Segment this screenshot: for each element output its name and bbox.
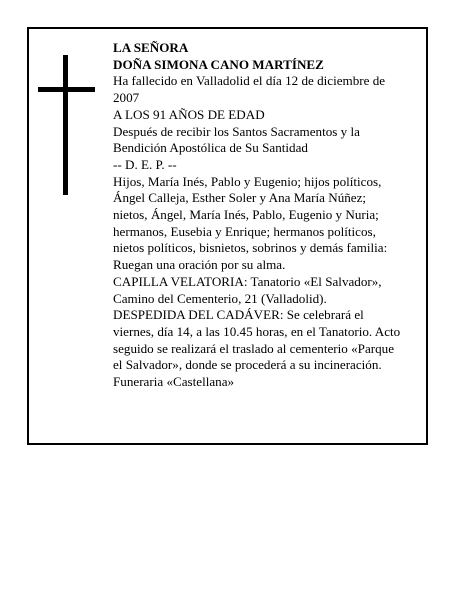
funeral-home: Funeraria «Castellana»	[113, 374, 235, 390]
obituary-text	[113, 40, 403, 391]
family-list: Hijos, María Inés, Pablo y Eugenio; hijos políticos, Ángel Calleja, Esther Soler y Ana María Núñez; nietos, Ángel, María Inés, Pablo, Eugenio y Nuria; hermanos, Eusebia y Enrique; hermanos políticos, nietos políticos, bisnietos, sobrinos y demás familia:	[113, 173, 388, 256]
deceased-name: DOÑA SIMONA CANO MARTÍNEZ	[113, 56, 324, 72]
cross-icon-horizontal-bar	[38, 87, 95, 92]
notice-title: LA SEÑORA	[113, 40, 189, 55]
wake-chapel: CAPILLA VELATORIA: Tanatorio «El Salvador», Camino del Cementerio, 21 (Valladolid).	[113, 273, 382, 306]
cross-icon-vertical-bar	[63, 55, 68, 195]
funeral-departure: DESPEDIDA DEL CADÁVER: Se celebrará el viernes, día 14, a las 10.45 horas, en el Tanatorio. Acto seguido se realizará el traslado al cementerio «Parque el Salvador», donde se procederá a su incineración.	[113, 307, 401, 373]
sacraments-statement: Después de recibir los Santos Sacramentos y la Bendición Apostólica de Su Santidad	[113, 123, 360, 156]
age-statement: A LOS 91 AÑOS DE EDAD	[113, 106, 265, 122]
rip-line: -- D. E. P. --	[113, 156, 177, 172]
death-statement: Ha fallecido en Valladolid el día 12 de diciembre de 2007	[113, 73, 386, 106]
prayer-request: Ruegan una oración por su alma.	[113, 257, 286, 273]
